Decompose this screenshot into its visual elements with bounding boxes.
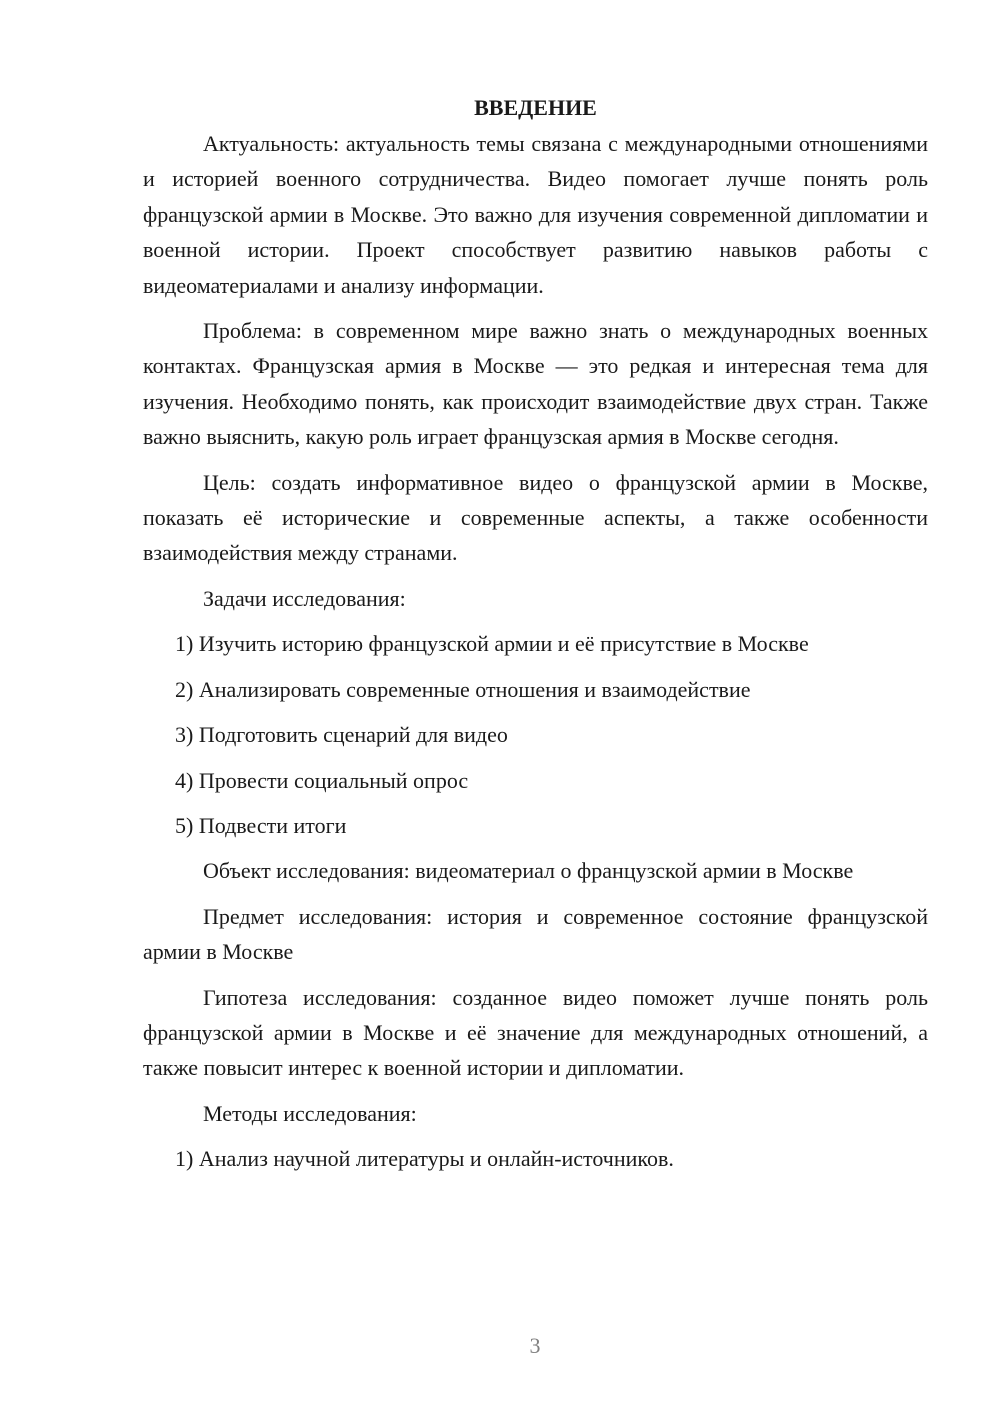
page-title: ВВЕДЕНИЕ — [474, 95, 597, 120]
methods-heading: Методы исследования: — [203, 1100, 417, 1126]
method-item: 1) Анализ научной литературы и онлайн-источников. — [175, 1146, 674, 1172]
hypothesis-paragraph: Гипотеза исследования: созданное видео поможет лучше понять роль французской армии в Москве и её значение для международных отношений, а также повысит интерес к военной истории и дипломатии. — [143, 984, 928, 1081]
object-paragraph: Объект исследования: видеоматериал о французской армии в Москве — [203, 858, 854, 884]
goal-paragraph: Цель: создать информативное видео о французской армии в Москве, показать её исторические и современные аспекты, а также особенности взаимодействия между странами. — [143, 469, 928, 566]
task-item: 4) Провести социальный опрос — [175, 767, 469, 793]
relevance-paragraph: Актуальность: актуальность темы связана с международными отношениями и историей военного сотрудничества. Видео помогает лучше понять роль французской армии в Москве. Это важно для изучения современной дипломатии и военной истории. Проект способствует развитию навыков работы с видеоматериалами и анализу информации. — [143, 131, 928, 298]
task-item: 3) Подготовить сценарий для видео — [175, 722, 508, 748]
problem-paragraph: Проблема: в современном мире важно знать о международных военных контактах. Французская армия в Москве — это редкая и интересная тема для изучения. Необходимо понять, как происходит взаимодействие двух стран. Также важно выяснить, какую роль играет французская армия в Москве сегодня. — [143, 318, 928, 450]
subject-paragraph: Предмет исследования: история и современное состояние французской армии в Москве — [143, 903, 928, 965]
document-page — [143, 90, 928, 1187]
tasks-heading: Задачи исследования: — [203, 585, 406, 611]
task-item: 1) Изучить историю французской армии и её присутствие в Москве — [175, 631, 809, 657]
task-item: 2) Анализировать современные отношения и взаимодействие — [175, 676, 751, 702]
page-number: 3 — [529, 1333, 541, 1358]
task-item: 5) Подвести итоги — [175, 812, 347, 838]
